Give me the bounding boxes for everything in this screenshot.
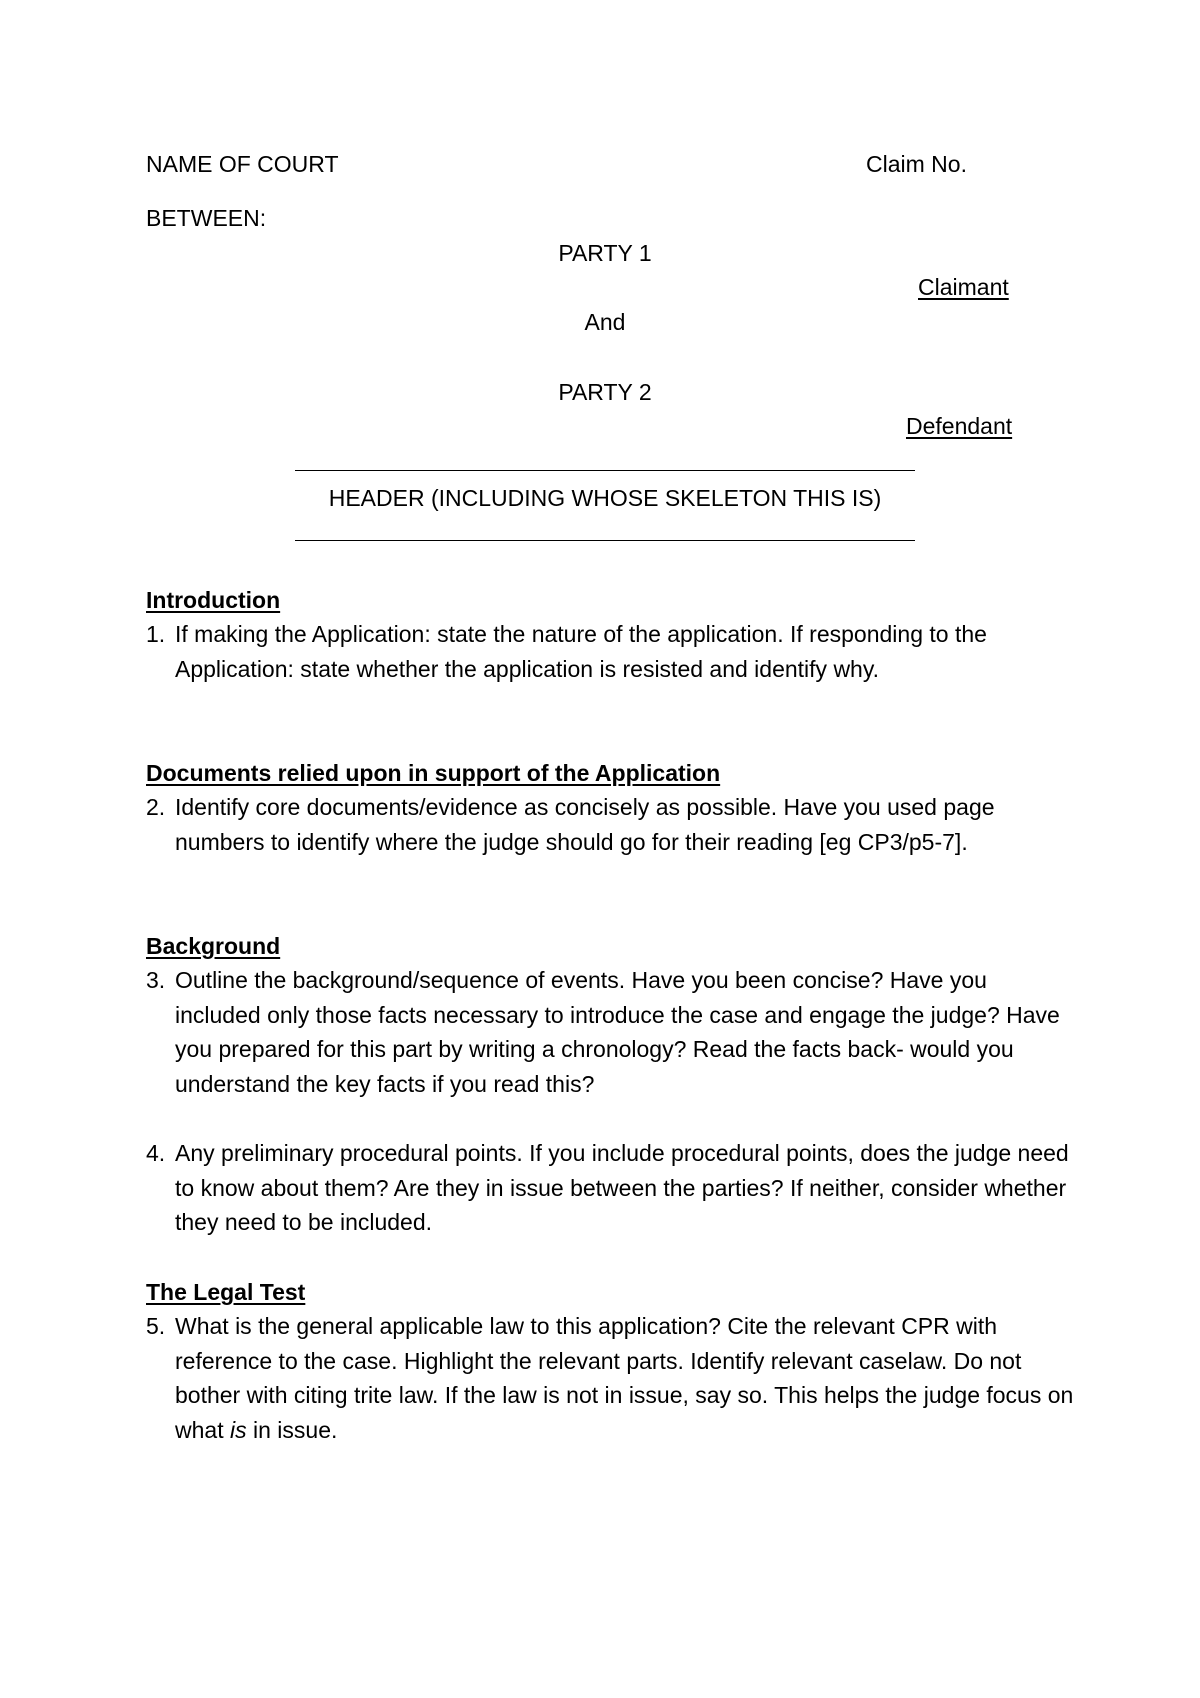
defendant-label: Defendant <box>906 413 1013 439</box>
section-heading-background: Background <box>146 933 281 959</box>
skeleton-title: HEADER (INCLUDING WHOSE SKELETON THIS IS) <box>328 485 882 511</box>
paragraph-text-start: What is the general applicable law to this application? Cite the relevant CPR with reference to the case. Highlight the relevant parts. Identify relevant caselaw. Do not bother with citing trite law. If the law is not in issue, say so. This helps the judge focus on what <box>175 1313 1074 1443</box>
paragraph-text-end: in issue. <box>246 1416 338 1443</box>
section-heading-introduction: Introduction <box>146 587 281 613</box>
claim-number-label: Claim No. <box>866 151 967 177</box>
paragraph-text <box>175 1309 1076 1447</box>
paragraph-number: 1. <box>146 621 166 647</box>
paragraph-4 <box>146 1136 1076 1240</box>
paragraph-number: 4. <box>146 1140 166 1166</box>
paragraph-number: 3. <box>146 967 166 993</box>
claimant-label: Claimant <box>918 274 1009 300</box>
paragraph-number: 5. <box>146 1313 166 1339</box>
party-2: PARTY 2 <box>558 379 652 405</box>
paragraph-text: If making the Application: state the nature of the application. If responding to the Application: state whether the application is resisted and identify why. <box>175 621 987 682</box>
section-heading-documents: Documents relied upon in support of the Application <box>146 760 721 786</box>
paragraph-5 <box>146 1309 1076 1447</box>
paragraph-text: Outline the background/sequence of events. Have you been concise? Have you included only those facts necessary to introduce the case and engage the judge? Have you prepared for this part by writing a chronology? Read the facts back- would you understand the key facts if you read this? <box>175 967 1060 1097</box>
paragraph-number: 2. <box>146 794 166 820</box>
party-1: PARTY 1 <box>558 240 652 266</box>
section-heading-legal-test: The Legal Test <box>146 1279 306 1305</box>
and-label: And <box>584 309 626 335</box>
court-name: NAME OF COURT <box>146 151 339 177</box>
paragraph-1 <box>146 617 1076 686</box>
bottom-rule <box>295 540 915 541</box>
paragraph-2 <box>146 790 1076 859</box>
top-rule <box>295 470 915 471</box>
paragraph-text-italic: is <box>229 1416 247 1443</box>
between-label: BETWEEN: <box>146 205 267 231</box>
paragraph-text: Identify core documents/evidence as concisely as possible. Have you used page numbers to identify where the judge should go for their reading [eg CP3/p5-7]. <box>175 794 995 855</box>
paragraph-text: Any preliminary procedural points. If you include procedural points, does the judge need to know about them? Are they in issue between the parties? If neither, consider whether they need to be included. <box>175 1140 1069 1235</box>
paragraph-3 <box>146 963 1076 1101</box>
